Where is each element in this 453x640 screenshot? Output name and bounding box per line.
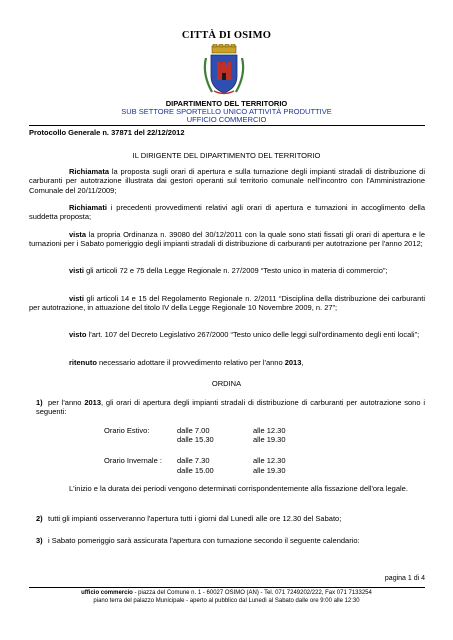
item-text: tutti gli impianti osserveranno l'apertura tutti i giorni dal Lunedì alle ore 12.30 del Sabato; xyxy=(48,514,342,523)
summer-label: Orario Estivo: xyxy=(104,426,150,435)
winter-from-1: dalle 7.30 xyxy=(177,456,210,465)
sub-sector-title: SUB SETTORE SPORTELLO UNICO ATTIVITÀ PRODUTTIVE xyxy=(121,107,332,116)
paragraph-text: la propria Ordinanza n. 39080 del 30/12/2011 con la quale sono stati fissati gli orari di apertura e le turnazioni per i Sabato pomeriggio degli impianti stradali di distribuzione di carburanti per autotrazione per l'anno 2012; xyxy=(29,230,425,249)
paragraph-richiamata xyxy=(29,167,425,195)
winter-label: Orario Invernale : xyxy=(104,456,162,465)
paragraph-vista xyxy=(29,230,425,249)
paragraph-visti-lr xyxy=(29,266,425,275)
paragraph-text: gli articoli 14 e 15 del Regolamento Regionale n. 2/2011 “Disciplina della distribuzione dei carburanti per autotrazione, in attuazione del titolo IV della Legge Regionale 10 Novembre 2009, n. 27”; xyxy=(29,294,425,313)
item-year: 2013 xyxy=(84,398,101,407)
paragraph-text: i precedenti provvedimenti relativi agli orari di apertura e turnazioni in accoglimento della suddetta proposta; xyxy=(29,203,425,222)
office-title: UFFICIO COMMERCIO xyxy=(186,115,267,124)
dst-note-text: L'inizio e la durata dei periodi vengono determinati corrispondentemente alla fissazione dell'ora legale. xyxy=(69,484,408,493)
paragraph-lead: visti xyxy=(69,294,85,303)
paragraph-ritenuto xyxy=(29,358,425,367)
winter-to-2: alle 19.30 xyxy=(253,466,286,475)
paragraph-lead: vista xyxy=(69,230,87,239)
order-item-2 xyxy=(36,514,425,523)
paragraph-lead: visti xyxy=(69,266,85,275)
dst-note xyxy=(29,484,425,493)
paragraph-lead: ritenuto xyxy=(69,358,97,367)
footer-line-1 xyxy=(0,590,453,598)
order-item-3 xyxy=(36,536,425,545)
department-title: DIPARTIMENTO DEL TERRITORIO xyxy=(165,99,288,108)
header-divider xyxy=(29,125,425,126)
item-text-pre: per l'anno xyxy=(48,398,85,407)
ordina-heading: ORDINA xyxy=(211,379,242,388)
city-title: CITTÀ DI OSIMO xyxy=(181,30,272,41)
item-number: 1) xyxy=(36,398,43,407)
paragraph-lead: visto xyxy=(69,330,87,339)
footer-divider xyxy=(29,587,425,588)
paragraph-lead: Richiamati xyxy=(69,203,107,212)
paragraph-text: necessario adottare il provvedimento relativo per l'anno xyxy=(96,358,285,367)
winter-from-2: dalle 15.00 xyxy=(177,466,214,475)
paragraph-text: la proposta sugli orari di apertura e sulla turnazione degli impianti stradali di distribuzione di carburanti per autotrazione illustrata dai gestori operanti sul territorio comunale nell'incontro con l'Amministrazione Comunale del 20/11/2009; xyxy=(29,167,425,195)
paragraph-lead: Richiamata xyxy=(69,167,110,176)
paragraph-visto xyxy=(29,330,425,339)
order-item-1 xyxy=(36,398,425,417)
item-text: , gli orari di apertura degli impianti stradali di distribuzione di carburanti per autotrazione sono i seguenti: xyxy=(36,398,425,417)
item-text: i Sabato pomeriggio sarà assicurata l'apertura con turnazione secondo il seguente calendario: xyxy=(48,536,360,545)
summer-to-2: alle 19.30 xyxy=(253,435,286,444)
item-number: 3) xyxy=(36,536,43,545)
paragraph-tail: , xyxy=(301,358,304,367)
paragraph-richiamati xyxy=(29,203,425,222)
footer-line-2: piano terra del palazzo Municipale - aperto al pubblico dal Lunedì al Sabato dalle ore 9:00 alle 12:30 xyxy=(93,598,360,604)
page-number: pagina 1 di 4 xyxy=(384,575,425,582)
item-number: 2) xyxy=(36,514,43,523)
document-heading: IL DIRIGENTE DEL DIPARTIMENTO DEL TERRITORIO xyxy=(132,151,321,160)
summer-from-2: dalle 15.30 xyxy=(177,435,214,444)
paragraph-visti-rr xyxy=(29,294,425,313)
winter-to-1: alle 12.30 xyxy=(253,456,286,465)
paragraph-text: gli articoli 72 e 75 della Legge Regionale n. 27/2009 “Testo unico in materia di commercio”; xyxy=(84,266,388,275)
summer-to-1: alle 12.30 xyxy=(253,426,286,435)
protocol-number: Protocollo Generale n. 37871 del 22/12/2012 xyxy=(29,128,185,137)
paragraph-text: l'art. 107 del Decreto Legislativo 267/2000 “Testo unico delle leggi sull'ordinamento degli enti locali”; xyxy=(86,330,420,339)
footer-address: - piazza del Comune n. 1 - 60027 OSIMO (AN) - Tel. 071 7249202/222, Fax 071 7133254 xyxy=(132,590,372,596)
city-crest-icon xyxy=(200,44,248,96)
paragraph-year: 2013 xyxy=(284,358,302,367)
footer-office: ufficio commercio xyxy=(81,590,133,596)
summer-from-1: dalle 7.00 xyxy=(177,426,210,435)
